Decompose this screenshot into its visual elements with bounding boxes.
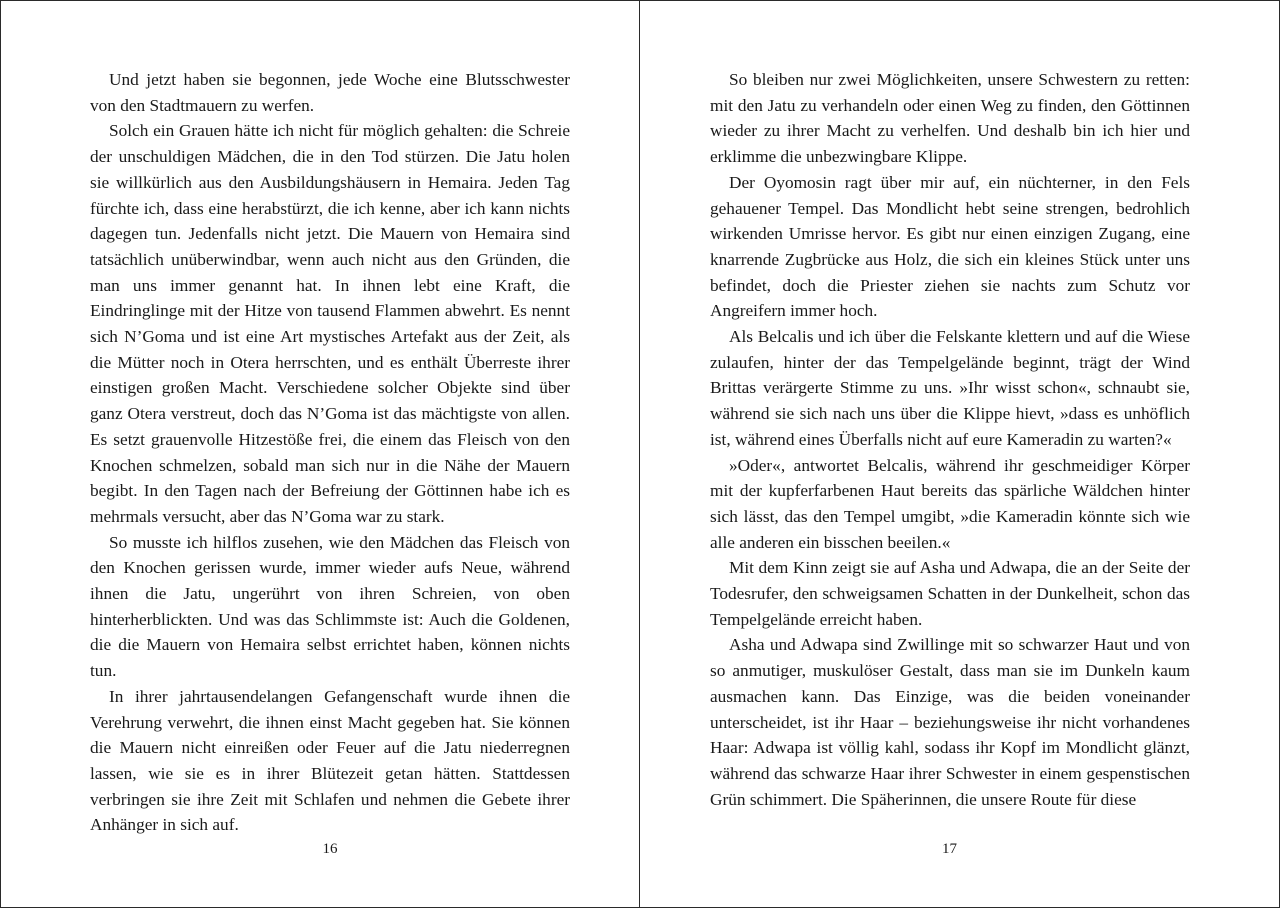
paragraph: Mit dem Kinn zeigt sie auf Asha und Adwapa, die an der Seite der Todesrufer, den schweigsamen Schatten in der Dunkelheit, schon das Tempelgelände erreicht haben. (710, 558, 1190, 629)
paragraph: Und jetzt haben sie begonnen, jede Woche eine Blutsschwester von den Stadtmauern zu werfen. (90, 70, 570, 115)
paragraph: Der Oyomosin ragt über mir auf, ein nüchterner, in den Fels gehauener Tempel. Das Mondlicht hebt seine strengen, bedrohlich wirkenden Umrisse hervor. Es gibt nur einen einzigen Zugang, eine knarrende Zugbrücke aus Holz, die sich ein kleines Stück unter uns befindet, doch die Priester ziehen sie nachts zum Schutz vor Angreifern immer hoch. (710, 172, 1190, 321)
paragraph: In ihrer jahrtausendelangen Gefangenschaft wurde ihnen die Verehrung verwehrt, die ihnen einst Macht gegeben hat. Sie können die Mauern nicht einreißen oder Feuer auf die Jatu niederregnen lassen, wie sie es in ihrer Blütezeit getan hätten. Stattdessen verbringen sie ihre Zeit mit Schlafen und nehmen die Gebete ihrer Anhänger in sich auf. (90, 686, 570, 835)
page-number: 17 (942, 841, 957, 857)
right-page (640, 0, 1280, 908)
paragraph: So bleiben nur zwei Möglichkeiten, unsere Schwestern zu retten: mit den Jatu zu verhandeln oder einen Weg zu finden, den Göttinnen wieder zu ihrer Macht zu verhelfen. Und deshalb bin ich hier und erklimme die unbezwingbare Klippe. (710, 70, 1190, 167)
paragraph: Asha und Adwapa sind Zwillinge mit so schwarzer Haut und von so anmutiger, muskulöser Gestalt, dass man sie im Dunkeln kaum ausmachen kann. Das Einzige, was die beiden voneinander unterscheidet, ist ihr Haar – beziehungsweise ihr nicht vorhandenes Haar: Adwapa ist völlig kahl, sodass ihr Kopf im Mondlicht glänzt, während das schwarze Haar ihrer Schwester in einem gespenstischen Grün schimmert. Die Späherinnen, die unsere Route für diese (710, 635, 1190, 809)
left-page-text (90, 67, 570, 838)
paragraph: So musste ich hilflos zusehen, wie den Mädchen das Fleisch von den Knochen gerissen wurde, immer wieder aufs Neue, während ihnen die Jatu, ungerührt von ihren Schreien, von oben hinterherblickten. Und was das Schlimmste ist: Auch die Goldenen, die die Mauern von Hemaira selbst errichtet haben, können nichts tun. (90, 532, 570, 681)
paragraph: »Oder«, antwortet Belcalis, während ihr geschmeidiger Körper mit der kupferfarbenen Haut bereits das spärliche Wäldchen hinter sich lässt, das den Tempel umgibt, »die Kameradin könnte sich wie alle anderen ein bisschen beeilen.« (710, 455, 1190, 552)
page-number: 16 (322, 841, 338, 857)
paragraph: Als Belcalis und ich über die Felskante klettern und auf die Wiese zulaufen, hinter der das Tempelgelände beginnt, trägt der Wind Brittas verärgerte Stimme zu uns. »Ihr wisst schon«, schnaubt sie, während sie sich nach uns über die Klippe hievt, »dass es unhöflich ist, während eines Überfalls nicht auf eure Kameradin zu warten?« (710, 327, 1190, 449)
paragraph: Solch ein Grauen hätte ich nicht für möglich gehalten: die Schreie der unschuldigen Mädchen, die in den Tod stürzen. Die Jatu holen sie willkürlich aus den Ausbildungshäusern in Hemaira. Jeden Tag fürchte ich, dass eine herabstürzt, die ich kenne, aber ich kann nichts dagegen tun. Jedenfalls nicht jetzt. Die Mauern von Hemaira sind tatsächlich unüberwindbar, wenn auch nicht aus den Gründen, die man uns immer genannt hat. In ihnen lebt eine Kraft, die Eindringlinge mit der Hitze von tausend Flammen abwehrt. Es nennt sich N’Goma und ist eine Art mystisches Artefakt aus der Zeit, als die Mütter noch in Otera herrschten, und es enthält Überreste ihrer einstigen großen Macht. Verschiedene solcher Objekte sind über ganz Otera verstreut, doch das N’Goma ist das mächtigste von allen. Es setzt grauenvolle Hitzestöße frei, die einem das Fleisch von den Knochen schmelzen, sobald man sich nur in die Nähe der Mauern begibt. In den Tagen nach der Befreiung der Göttinnen habe ich es mehrmals versucht, aber das N’Goma war zu stark. (90, 121, 570, 526)
right-page-text (710, 67, 1190, 812)
